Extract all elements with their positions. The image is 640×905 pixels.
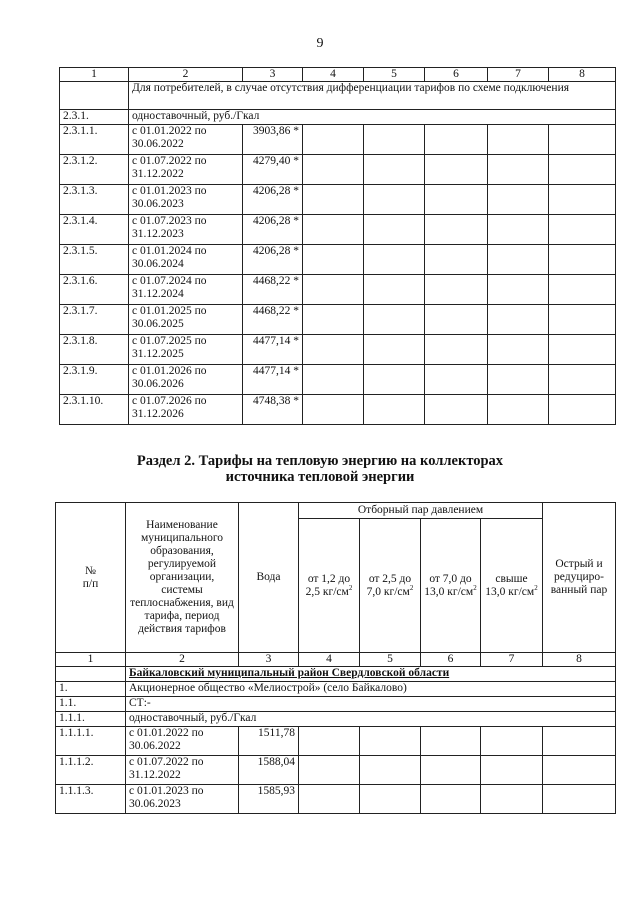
empty-cell xyxy=(364,335,425,365)
header-water: Вода xyxy=(239,503,299,653)
empty-cell xyxy=(364,275,425,305)
row-code: 1.1.1.2. xyxy=(56,756,126,785)
empty-cell xyxy=(303,395,364,425)
row-period: с 01.01.2024 по 30.06.2024 xyxy=(129,245,243,275)
empty-cell xyxy=(303,365,364,395)
row-code: 2.3.1.5. xyxy=(60,245,129,275)
system-row xyxy=(56,697,616,712)
empty-cell xyxy=(425,275,488,305)
header-sharp-steam: Острый и редуциро-ванный пар xyxy=(543,503,616,653)
system-code: 1.1. xyxy=(56,697,126,712)
row-code: 2.3.1.7. xyxy=(60,305,129,335)
column-number: 2 xyxy=(126,653,239,667)
row-period: с 01.07.2022 по 31.12.2022 xyxy=(129,155,243,185)
empty-cell xyxy=(421,785,481,814)
row-value: 4468,22 * xyxy=(243,275,303,305)
empty-cell xyxy=(303,215,364,245)
empty-cell xyxy=(488,275,549,305)
empty-cell xyxy=(364,155,425,185)
empty-cell xyxy=(549,215,616,245)
row-value: 3903,86 * xyxy=(243,125,303,155)
row-value: 1511,78 xyxy=(239,727,299,756)
row-code: 2.3.1.2. xyxy=(60,155,129,185)
column-number: 4 xyxy=(303,68,364,82)
column-number: 8 xyxy=(549,68,616,82)
empty-cell xyxy=(488,245,549,275)
collector-tariff-table xyxy=(55,502,616,814)
empty-cell xyxy=(303,335,364,365)
empty-cell xyxy=(549,395,616,425)
empty-cell xyxy=(549,245,616,275)
row-period: с 01.07.2026 по 31.12.2026 xyxy=(129,395,243,425)
empty-cell xyxy=(549,335,616,365)
row-value: 1585,93 xyxy=(239,785,299,814)
row-period: с 01.01.2023 по 30.06.2023 xyxy=(126,785,239,814)
table-row xyxy=(56,727,616,756)
column-number: 7 xyxy=(488,68,549,82)
header-pressure-2: от 2,5 до 7,0 $кг/см^2$ xyxy=(360,519,421,653)
column-number: 7 xyxy=(481,653,543,667)
table-row xyxy=(60,155,616,185)
row-period: с 01.01.2023 по 30.06.2023 xyxy=(129,185,243,215)
row-value: 4206,28 * xyxy=(243,215,303,245)
empty-cell xyxy=(543,785,616,814)
empty-cell xyxy=(425,215,488,245)
group-label: Для потребителей, в случае отсутствия дифференциации тарифов по схеме подключения xyxy=(129,82,616,110)
empty-cell xyxy=(299,727,360,756)
row-code: 1.1.1.1. xyxy=(56,727,126,756)
table-row xyxy=(60,215,616,245)
empty-cell xyxy=(488,215,549,245)
column-number: 5 xyxy=(364,68,425,82)
empty-cell xyxy=(425,305,488,335)
header-name: Наименование муниципального образования, регулируемой организации, системы теплоснабжения, вид тарифа, период действия тарифов xyxy=(126,503,239,653)
subgroup-code: 2.3.1. xyxy=(60,110,129,125)
empty-cell xyxy=(488,155,549,185)
table-row xyxy=(60,125,616,155)
empty-cell xyxy=(549,155,616,185)
empty-cell xyxy=(543,756,616,785)
table-row xyxy=(60,335,616,365)
column-number: 8 xyxy=(543,653,616,667)
header-steam: Отборный пар давлением xyxy=(299,503,543,519)
row-code: 2.3.1.4. xyxy=(60,215,129,245)
empty-cell xyxy=(299,785,360,814)
header-number: № п/п xyxy=(56,503,126,653)
empty-cell xyxy=(549,185,616,215)
column-number: 6 xyxy=(425,68,488,82)
row-value: 4206,28 * xyxy=(243,245,303,275)
org-row xyxy=(56,682,616,697)
table-row xyxy=(60,185,616,215)
empty-cell xyxy=(488,185,549,215)
tariff-table-continued xyxy=(59,67,616,425)
row-value: 4279,40 * xyxy=(243,155,303,185)
empty-cell xyxy=(549,305,616,335)
table-row xyxy=(60,365,616,395)
empty-cell xyxy=(303,305,364,335)
header-pressure-3: от 7,0 до 13,0 $кг/см^2$ xyxy=(421,519,481,653)
empty-cell xyxy=(303,245,364,275)
empty-cell xyxy=(421,756,481,785)
empty-cell xyxy=(425,155,488,185)
row-period: с 01.01.2022 по 30.06.2022 xyxy=(129,125,243,155)
page-number: 9 xyxy=(316,36,324,51)
row-period: с 01.07.2022 по 31.12.2022 xyxy=(126,756,239,785)
header-pressure-1: от 1,2 до 2,5 $кг/см^2$ xyxy=(299,519,360,653)
row-code: 2.3.1.3. xyxy=(60,185,129,215)
empty-cell xyxy=(488,395,549,425)
row-value: 1588,04 xyxy=(239,756,299,785)
table-row xyxy=(56,785,616,814)
section-2-heading: Раздел 2. Тарифы на тепловую энергию на коллекторах источника тепловой энергии xyxy=(136,453,504,485)
row-period: с 01.01.2026 по 30.06.2026 xyxy=(129,365,243,395)
org-code: 1. xyxy=(56,682,126,697)
row-code: 2.3.1.8. xyxy=(60,335,129,365)
header-pressure-4: свыше 13,0 $кг/см^2$ xyxy=(481,519,543,653)
empty-cell xyxy=(481,785,543,814)
column-number: 1 xyxy=(60,68,129,82)
table-row xyxy=(60,275,616,305)
empty-cell xyxy=(481,756,543,785)
empty-cell xyxy=(425,365,488,395)
empty-cell xyxy=(299,756,360,785)
empty-cell xyxy=(488,125,549,155)
empty-cell xyxy=(421,727,481,756)
empty-cell xyxy=(425,335,488,365)
row-value: 4206,28 * xyxy=(243,185,303,215)
column-number: 1 xyxy=(56,653,126,667)
row-code: 2.3.1.9. xyxy=(60,365,129,395)
district-label: Байкаловский муниципальный район Свердловской области xyxy=(126,667,616,682)
row-code: 2.3.1.10. xyxy=(60,395,129,425)
empty-cell xyxy=(303,185,364,215)
column-number: 6 xyxy=(421,653,481,667)
row-code: 1.1.1.3. xyxy=(56,785,126,814)
column-number: 5 xyxy=(360,653,421,667)
empty-cell xyxy=(549,365,616,395)
empty-cell xyxy=(549,275,616,305)
empty-cell xyxy=(543,727,616,756)
empty-cell xyxy=(481,727,543,756)
empty-cell xyxy=(488,335,549,365)
table-row xyxy=(56,756,616,785)
empty-cell xyxy=(425,185,488,215)
subgroup-row xyxy=(60,110,616,125)
empty-cell xyxy=(364,305,425,335)
tariff-code: 1.1.1. xyxy=(56,712,126,727)
row-value: 4477,14 * xyxy=(243,335,303,365)
empty-cell xyxy=(425,125,488,155)
row-period: с 01.07.2023 по 31.12.2023 xyxy=(129,215,243,245)
empty-cell xyxy=(364,125,425,155)
row-value: 4477,14 * xyxy=(243,365,303,395)
district-row xyxy=(56,667,616,682)
empty-cell xyxy=(425,245,488,275)
row-period: с 01.07.2024 по 31.12.2024 xyxy=(129,275,243,305)
empty-cell xyxy=(488,365,549,395)
row-period: с 01.07.2025 по 31.12.2025 xyxy=(129,335,243,365)
empty-cell xyxy=(364,185,425,215)
empty-cell xyxy=(303,275,364,305)
row-code: 2.3.1.1. xyxy=(60,125,129,155)
table-row xyxy=(60,395,616,425)
subgroup-label: одноставочный, руб./Гкал xyxy=(129,110,616,125)
empty-cell xyxy=(303,125,364,155)
empty-cell xyxy=(364,215,425,245)
empty-cell xyxy=(303,155,364,185)
empty-cell xyxy=(360,727,421,756)
group-header-row xyxy=(60,82,616,110)
table-row xyxy=(60,245,616,275)
column-number-row xyxy=(60,68,616,82)
table-row xyxy=(60,305,616,335)
empty-cell xyxy=(360,785,421,814)
column-number: 3 xyxy=(239,653,299,667)
empty-cell xyxy=(364,365,425,395)
column-number: 2 xyxy=(129,68,243,82)
row-period: с 01.01.2022 по 30.06.2022 xyxy=(126,727,239,756)
row-value: 4748,38 * xyxy=(243,395,303,425)
empty-cell xyxy=(425,395,488,425)
column-number: 3 xyxy=(243,68,303,82)
tariff-label: одноставочный, руб./Гкал xyxy=(126,712,616,727)
empty-cell xyxy=(488,305,549,335)
row-code: 2.3.1.6. xyxy=(60,275,129,305)
empty-cell xyxy=(549,125,616,155)
empty-cell xyxy=(364,245,425,275)
org-label: Акционерное общество «Мелиострой» (село Байкалово) xyxy=(126,682,616,697)
row-value: 4468,22 * xyxy=(243,305,303,335)
tariff-row xyxy=(56,712,616,727)
system-label: СТ:- xyxy=(126,697,616,712)
row-period: с 01.01.2025 по 30.06.2025 xyxy=(129,305,243,335)
empty-cell xyxy=(360,756,421,785)
empty-cell xyxy=(364,395,425,425)
column-number: 4 xyxy=(299,653,360,667)
column-number-row xyxy=(56,653,616,667)
